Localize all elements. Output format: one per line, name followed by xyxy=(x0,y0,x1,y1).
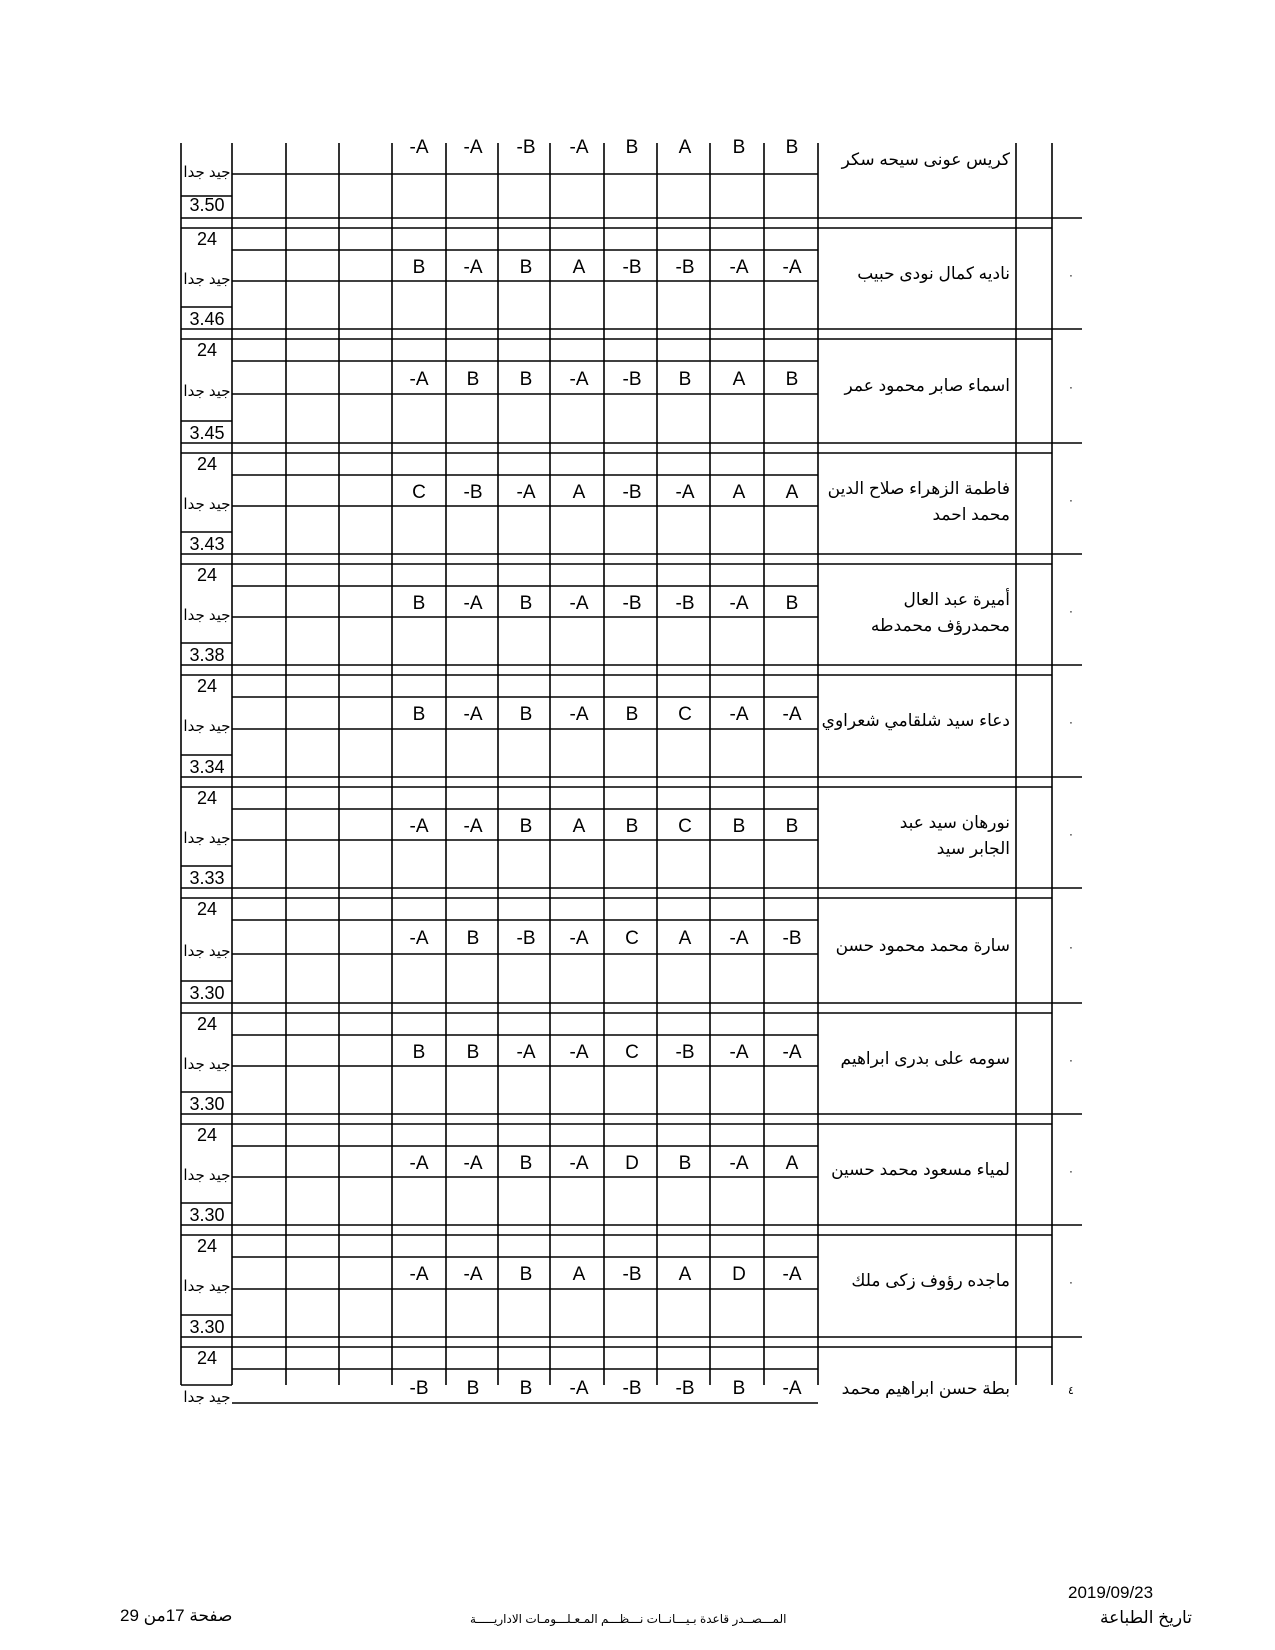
grade-cell: -A xyxy=(782,1264,802,1285)
rating-cell: جيد جدا xyxy=(183,607,231,624)
gpa-cell: 3.46 xyxy=(189,309,225,329)
grade-cell: -B xyxy=(675,593,695,614)
serial-number: ٠ xyxy=(1068,270,1074,282)
grade-cell: B xyxy=(466,369,480,390)
student-name: سومه على بدرى ابراهيم xyxy=(840,1049,1010,1068)
grade-cell: A xyxy=(785,482,799,503)
gpa-cell: 3.30 xyxy=(189,1205,225,1225)
grade-cell: -A xyxy=(729,928,749,949)
grade-cell: B xyxy=(466,1042,480,1063)
grade-cell: A xyxy=(572,1264,586,1285)
grade-cell: B xyxy=(785,593,799,614)
grade-cell: -A xyxy=(729,257,749,278)
rating-cell: جيد جدا xyxy=(183,1278,231,1295)
rating-cell: جيد جدا xyxy=(183,1389,231,1406)
grade-cell: -A xyxy=(463,257,483,278)
grade-cell: -A xyxy=(409,928,429,949)
grade-cell: -A xyxy=(729,1153,749,1174)
grade-cell: B xyxy=(412,704,426,725)
rating-cell: جيد جدا xyxy=(183,943,231,960)
grade-cell: B xyxy=(732,137,746,158)
grade-cell: A xyxy=(678,1264,692,1285)
student-name: اسماء صابر محمود عمر xyxy=(844,376,1010,395)
student-name: نورهان سيد عبد xyxy=(899,813,1010,832)
gpa-cell: 3.30 xyxy=(189,983,225,1003)
credit-hours-cell: 24 xyxy=(196,1125,218,1145)
grade-cell: C xyxy=(678,704,692,725)
print-date-label: تاريخ الطباعة xyxy=(1100,1608,1192,1627)
serial-number: ٠ xyxy=(1068,1277,1074,1289)
grade-cell: -A xyxy=(569,369,589,390)
grade-cell: B xyxy=(466,928,480,949)
print-date: 2019/09/23 xyxy=(1068,1583,1154,1602)
credit-hours-cell: 24 xyxy=(196,899,218,919)
grade-cell: B xyxy=(732,1378,746,1399)
student-name: لمياء مسعود محمد حسين xyxy=(831,1160,1010,1179)
grade-cell: B xyxy=(785,369,799,390)
grade-cell: B xyxy=(412,593,426,614)
grade-cell: -B xyxy=(463,482,483,503)
grade-cell: -A xyxy=(463,137,483,158)
grade-cell: A xyxy=(572,482,586,503)
credit-hours-cell: 24 xyxy=(196,676,218,696)
grade-cell: -A xyxy=(516,1042,536,1063)
gpa-cell: 3.45 xyxy=(189,423,225,443)
grade-cell: -A xyxy=(782,704,802,725)
page-number: صفحة 17من 29 xyxy=(120,1606,233,1625)
grade-cell: C xyxy=(412,482,426,503)
grade-cell: -A xyxy=(782,1378,802,1399)
grade-cell: -B xyxy=(675,1378,695,1399)
grade-cell: A xyxy=(678,137,692,158)
student-name: ماجده رؤوف زكى ملك xyxy=(851,1271,1010,1290)
grade-cell: -A xyxy=(569,1153,589,1174)
rating-cell: جيد جدا xyxy=(183,830,231,847)
grade-cell: B xyxy=(412,257,426,278)
credit-hours-cell: 24 xyxy=(196,1014,218,1034)
grade-cell: -A xyxy=(516,482,536,503)
grade-cell: B xyxy=(519,816,533,837)
grade-cell: A xyxy=(572,816,586,837)
student-name-line2: الجابر سيد xyxy=(936,839,1010,858)
grade-cell: A xyxy=(785,1153,799,1174)
grade-cell: -B xyxy=(622,257,642,278)
grade-cell: -A xyxy=(569,704,589,725)
student-name: فاطمة الزهراء صلاح الدين xyxy=(827,479,1010,498)
student-name: ناديه كمال نودى حبيب xyxy=(857,264,1010,283)
grade-cell: C xyxy=(625,928,639,949)
grade-cell: A xyxy=(678,928,692,949)
gpa-cell: 3.30 xyxy=(189,1094,225,1114)
grade-cell: B xyxy=(519,704,533,725)
grade-cell: -A xyxy=(729,593,749,614)
grade-cell: -B xyxy=(622,1378,642,1399)
serial-number: ٠ xyxy=(1068,829,1074,841)
grade-cell: -B xyxy=(516,928,536,949)
grade-cell: -A xyxy=(569,1042,589,1063)
grade-cell: -A xyxy=(409,816,429,837)
grade-cell: B xyxy=(519,1378,533,1399)
credit-hours-cell: 24 xyxy=(196,454,218,474)
serial-number: ٠ xyxy=(1068,942,1074,954)
rating-cell: جيد جدا xyxy=(183,164,231,181)
grade-cell: -A xyxy=(409,369,429,390)
student-name: بطة حسن ابراهيم محمد xyxy=(841,1379,1010,1398)
serial-number: ٤ xyxy=(1068,1385,1074,1397)
credit-hours-cell: 24 xyxy=(196,340,218,360)
grade-cell: C xyxy=(625,1042,639,1063)
grade-cell: -A xyxy=(569,593,589,614)
grade-cell: -B xyxy=(622,369,642,390)
serial-number: ٠ xyxy=(1068,606,1074,618)
grade-cell: B xyxy=(785,137,799,158)
student-name: دعاء سيد شلقامي شعراوي xyxy=(821,711,1010,730)
grade-cell: B xyxy=(519,1264,533,1285)
grade-cell: A xyxy=(572,257,586,278)
grade-cell: -A xyxy=(409,1264,429,1285)
grade-cell: B xyxy=(625,816,639,837)
grade-cell: -A xyxy=(569,928,589,949)
grade-cell: -B xyxy=(409,1378,429,1399)
grade-cell: A xyxy=(732,369,746,390)
grade-cell: B xyxy=(785,816,799,837)
grade-cell: D xyxy=(732,1264,746,1285)
gpa-cell: 3.34 xyxy=(189,757,225,777)
serial-number: ٠ xyxy=(1068,382,1074,394)
rating-cell: جيد جدا xyxy=(183,718,231,735)
serial-number: ٠ xyxy=(1068,495,1074,507)
grade-cell: -A xyxy=(463,1264,483,1285)
serial-number: ٠ xyxy=(1068,717,1074,729)
grade-cell: C xyxy=(678,816,692,837)
serial-number: ٠ xyxy=(1068,1055,1074,1067)
student-name: أميرة عبد العال xyxy=(903,590,1010,609)
grade-cell: B xyxy=(519,257,533,278)
grade-cell: -A xyxy=(675,482,695,503)
grade-cell: -B xyxy=(516,137,536,158)
rating-cell: جيد جدا xyxy=(183,1167,231,1184)
grade-cell: B xyxy=(466,1378,480,1399)
grade-cell: -A xyxy=(463,1153,483,1174)
grade-cell: -A xyxy=(463,704,483,725)
grade-cell: -A xyxy=(569,1378,589,1399)
grade-cell: -A xyxy=(782,1042,802,1063)
credit-hours-cell: 24 xyxy=(196,1348,218,1368)
grade-cell: B xyxy=(412,1042,426,1063)
student-name: كريس عونى سيحه سكر xyxy=(841,150,1010,169)
gpa-cell: 3.38 xyxy=(189,645,225,665)
rating-cell: جيد جدا xyxy=(183,383,231,400)
grade-cell: -B xyxy=(675,257,695,278)
grade-cell: A xyxy=(732,482,746,503)
serial-number: ٠ xyxy=(1068,1166,1074,1178)
grade-cell: -B xyxy=(622,1264,642,1285)
grade-cell: -A xyxy=(729,1042,749,1063)
grade-cell: B xyxy=(519,369,533,390)
credit-hours-cell: 24 xyxy=(196,788,218,808)
rating-cell: جيد جدا xyxy=(183,1056,231,1073)
student-name-line2: محمد احمد xyxy=(932,505,1010,524)
grade-cell: B xyxy=(732,816,746,837)
gpa-cell: 3.30 xyxy=(189,1317,225,1337)
grade-cell: -A xyxy=(569,137,589,158)
grade-cell: B xyxy=(678,369,692,390)
grade-cell: -A xyxy=(463,816,483,837)
gpa-cell: 3.43 xyxy=(189,534,225,554)
credit-hours-cell: 24 xyxy=(196,1236,218,1256)
grade-cell: -B xyxy=(622,482,642,503)
rating-cell: جيد جدا xyxy=(183,496,231,513)
grade-cell: -B xyxy=(675,1042,695,1063)
credit-hours-cell: 24 xyxy=(196,229,218,249)
grade-cell: -A xyxy=(409,1153,429,1174)
grade-cell: B xyxy=(678,1153,692,1174)
grade-cell: D xyxy=(625,1153,639,1174)
grade-cell: B xyxy=(519,1153,533,1174)
grade-cell: -B xyxy=(622,593,642,614)
grade-cell: B xyxy=(625,137,639,158)
gpa-cell: 3.50 xyxy=(189,195,225,215)
gpa-cell: 3.33 xyxy=(189,868,225,888)
grade-cell: -A xyxy=(409,137,429,158)
source-note: المـــصــدر قاعدة بـيـــانــات نـــظـــم المـعـلـــومـات الاداريـــــة xyxy=(470,1612,787,1626)
grade-cell: -A xyxy=(729,704,749,725)
student-name: سارة محمد محمود حسن xyxy=(835,936,1010,955)
grade-cell: -A xyxy=(782,257,802,278)
credit-hours-cell: 24 xyxy=(196,565,218,585)
grade-cell: B xyxy=(519,593,533,614)
grade-cell: B xyxy=(625,704,639,725)
grade-cell: -A xyxy=(463,593,483,614)
rating-cell: جيد جدا xyxy=(183,271,231,288)
student-name-line2: محمدرؤف محمدطه xyxy=(870,616,1010,635)
grade-cell: -B xyxy=(782,928,802,949)
